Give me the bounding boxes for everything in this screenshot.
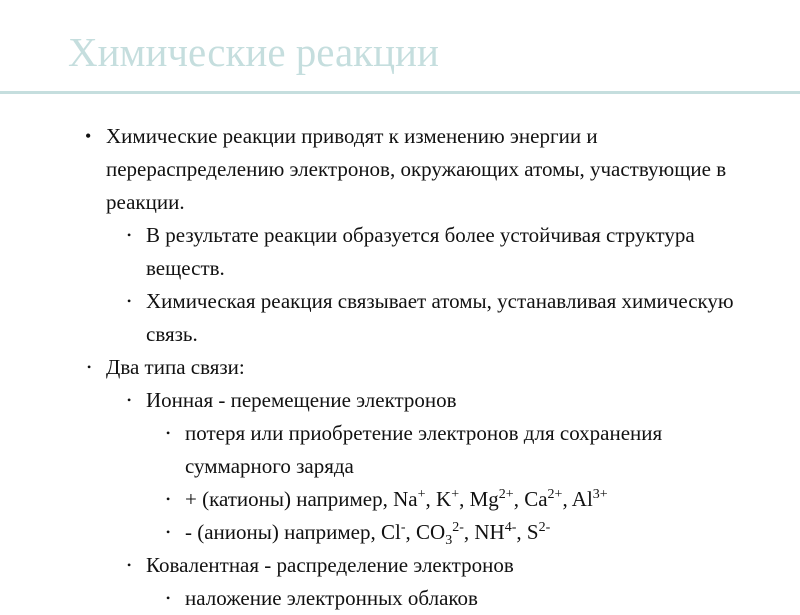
charge-superscript: 4-: [504, 520, 517, 535]
bullet-marker-icon: •: [127, 294, 132, 308]
sub-sub-bullet-item: [0, 483, 740, 516]
charge-superscript: 2-: [538, 520, 551, 535]
charge-superscript: 2-: [452, 520, 464, 535]
bullet-list: [0, 120, 800, 615]
bullet-item: [0, 351, 746, 384]
cation-prefix: + (катионы) например,: [185, 487, 394, 511]
index-subscript: 3: [445, 533, 453, 549]
sub-bullet-item: [0, 549, 746, 582]
bullet-marker-icon: •: [166, 492, 171, 506]
anion-examples: [185, 516, 740, 549]
bullet-item: [0, 120, 746, 219]
charge-superscript: +: [451, 487, 460, 502]
bullet-marker-icon: •: [127, 558, 132, 572]
formula-text: Na: [393, 487, 418, 511]
formula-text: , K: [425, 487, 452, 511]
formula-text: , CO: [405, 520, 446, 544]
sub-sub-bullet-item: [0, 516, 740, 549]
charge-superscript: 3+: [592, 487, 608, 502]
bullet-marker-icon: •: [85, 126, 92, 146]
bullet-marker-icon: •: [166, 426, 171, 440]
bullet-text: Ковалентная - распределение электронов: [146, 553, 514, 577]
bullet-text: потеря или приобретение электронов для сохранения суммарного заряда: [185, 421, 663, 478]
bullet-text: В результате реакции образуется более устойчивая структура веществ.: [146, 223, 695, 280]
bullet-text: Два типа связи:: [106, 355, 245, 379]
anion-prefix: - (анионы) например,: [185, 520, 381, 544]
formula-text: , NH: [463, 520, 505, 544]
sub-bullet-item: [0, 384, 746, 417]
title-divider: [0, 91, 800, 94]
bullet-marker-icon: •: [166, 525, 171, 539]
charge-superscript: -: [400, 520, 406, 535]
formula-text: , S: [516, 520, 539, 544]
slide-title: Химические реакции: [68, 29, 439, 75]
bullet-text: Химическая реакция связывает атомы, устанавливая химическую связь.: [146, 289, 734, 346]
bullet-text: Ионная - перемещение электронов: [146, 388, 457, 412]
formula-text: , Mg: [459, 487, 499, 511]
formula-text: , Ca: [513, 487, 548, 511]
bullet-text: наложение электронных облаков: [185, 586, 478, 610]
bullet-text: Химические реакции приводят к изменению энергии и перераспределению электронов, окружающих атомы, участвующие в реакции.: [106, 124, 727, 214]
bullet-marker-icon: •: [127, 228, 132, 242]
sub-bullet-item: [0, 219, 746, 285]
bullet-marker-icon: •: [166, 591, 171, 605]
charge-superscript: 2+: [547, 487, 563, 502]
formula-text: , Al: [562, 487, 593, 511]
sub-sub-bullet-item: [0, 582, 740, 615]
formula-text: Cl: [381, 520, 401, 544]
charge-superscript: 2+: [498, 487, 514, 502]
sub-sub-bullet-item: [0, 417, 740, 483]
charge-superscript: +: [417, 487, 426, 502]
bullet-marker-icon: •: [127, 393, 132, 407]
cation-examples: [185, 483, 740, 516]
bullet-marker-icon: •: [87, 360, 92, 374]
sub-bullet-item: [0, 285, 746, 351]
